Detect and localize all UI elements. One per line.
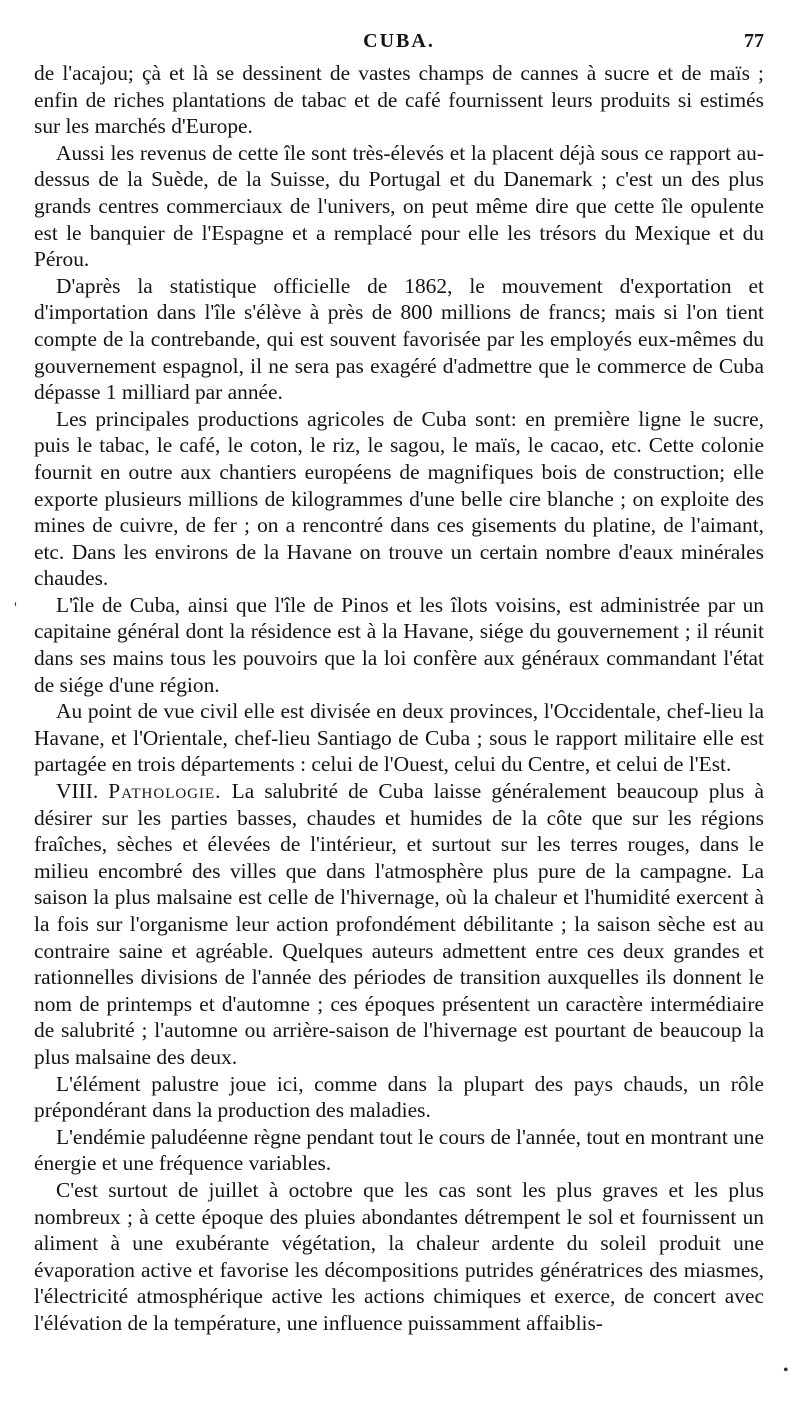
running-head bbox=[34, 30, 764, 58]
margin-mark: ' bbox=[14, 600, 17, 617]
paragraph: Au point de vue civil elle est divisée en deux provinces, l'Occidentale, chef-lieu la Havane, et l'Orientale, chef-lieu Santiago de Cuba ; sous le rapport militaire elle est partagée en trois départements : celui de l'Ouest, celui du Centre, et celui de l'Est. bbox=[34, 699, 764, 777]
paragraph: L'endémie paludéenne règne pendant tout le cours de l'année, tout en montrant une énergie et une fréquence variables. bbox=[34, 1124, 764, 1176]
margin-mark: • bbox=[783, 1362, 789, 1379]
section-paragraph bbox=[34, 778, 764, 1071]
section-number: VIII. bbox=[56, 779, 99, 804]
section-label: Pathologie. bbox=[108, 779, 222, 804]
running-title: CUBA. bbox=[363, 30, 435, 52]
paragraph: C'est surtout de juillet à octobre que les cas sont les plus graves et les plus nombreux ; à cette époque des pluies abondantes détrempent le sol et fournissent un aliment à une exubérante végétation, la chaleur ardente du soleil produit une évaporation active et favorise les décompositions putrides génératrices des miasmes, l'électricité atmosphérique active les actions chimiques et exerce, de concert avec l'élévation de la température, une influence puissamment affaiblis- bbox=[34, 1177, 764, 1335]
section-text: La salubrité de Cuba laisse généralement beaucoup plus à désirer sur les parties basses, chaudes et humides de la côte que sur les régions fraîches, sèches et élevées de l'intérieur, et surtout sur les terres rouges, dans le milieu encombré des villes que dans l'atmosphère plus pure de la campagne. La saison la plus malsaine est celle de l'hivernage, où la chaleur et l'humidité exercent à la fois sur l'organisme leur action profondément débilitante ; la saison sèche est au contraire saine et agréable. Quelques auteurs admettent entre ces deux grandes et rationnelles divisions de l'année des périodes de transition auxquelles ils donnent le nom de printemps et d'automne ; ces époques présentent un caractère intermédiaire de salubrité ; l'automne ou arrière-saison de l'hivernage est pourtant de beaucoup la plus malsaine des deux. bbox=[34, 779, 764, 1069]
page-number: 77 bbox=[744, 30, 764, 52]
paragraph-continued: de l'acajou; çà et là se dessinent de vastes champs de cannes à sucre et de maïs ; enfin de riches plantations de tabac et de café fournissent leurs produits si estimés sur les marchés d'Europe. bbox=[34, 61, 764, 139]
paragraph: Les principales productions agricoles de Cuba sont: en première ligne le sucre, puis le tabac, le café, le coton, le riz, le sagou, le maïs, le cacao, etc. Cette colonie fournit en outre aux chantiers européens de magnifiques bois de construction; elle exporte plusieurs millions de kilogrammes d'une belle cire blanche ; on exploite des mines de cuivre, de fer ; on a rencontré dans ces gisements du platine, de l'aimant, etc. Dans les environs de la Havane on trouve un certain nombre d'eaux minérales chaudes. bbox=[34, 406, 764, 591]
paragraph: Aussi les revenus de cette île sont très-élevés et la placent déjà sous ce rapport au-dessus de la Suède, de la Suisse, du Portugal et du Danemark ; c'est un des plus grands centres commerciaux de l'univers, on peut même dire que cette île opulente est le banquier de l'Espagne et a remplacé pour elle les trésors du Mexique et du Pérou. bbox=[34, 140, 764, 272]
paragraph: D'après la statistique officielle de 1862, le mouvement d'exportation et d'importation dans l'île s'élève à près de 800 millions de francs; mais si l'on tient compte de la contrebande, qui est souvent favorisée par les employés eux-mêmes du gouvernement espagnol, il ne sera pas exagéré d'admettre que le commerce de Cuba dépasse 1 milliard par année. bbox=[34, 273, 764, 405]
paragraph: L'élément palustre joue ici, comme dans la plupart des pays chauds, un rôle prépondérant dans la production des maladies. bbox=[34, 1071, 764, 1123]
body-text bbox=[34, 60, 764, 1337]
paragraph: L'île de Cuba, ainsi que l'île de Pinos et les îlots voisins, est administrée par un capitaine général dont la résidence est à la Havane, siége du gouvernement ; il réunit dans ses mains tous les pouvoirs que la loi confère aux généraux commandant l'état de siége d'une région. bbox=[34, 592, 764, 697]
